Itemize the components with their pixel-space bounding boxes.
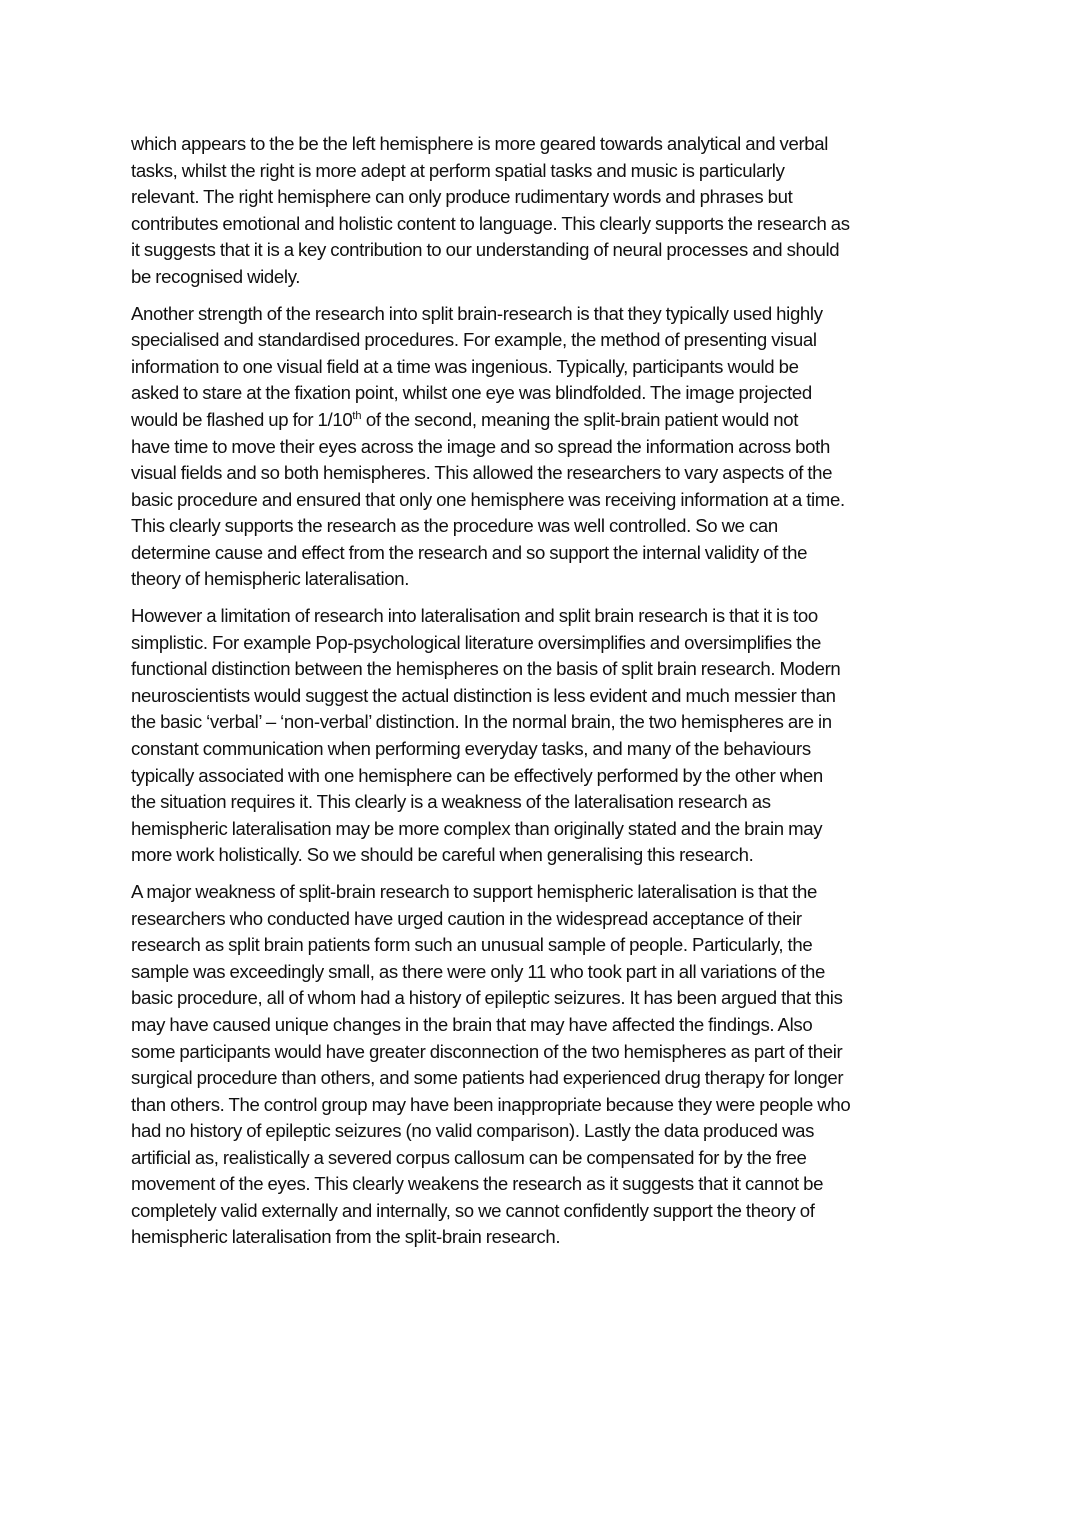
paragraph-lateralisation-functions bbox=[131, 131, 961, 290]
text-line: hemispheric lateralisation from the split-brain research. bbox=[131, 1226, 561, 1248]
text-line: theory of hemispheric lateralisation. bbox=[131, 568, 410, 590]
text-line: basic procedure and ensured that only one hemisphere was receiving information at a time. bbox=[131, 488, 845, 510]
text-line: asked to stare at the fixation point, whilst one eye was blindfolded. The image projected bbox=[131, 382, 812, 404]
text-line: neuroscientists would suggest the actual distinction is less evident and much messier than bbox=[131, 684, 836, 706]
text-line: tasks, whilst the right is more adept at perform spatial tasks and music is particularly bbox=[131, 159, 785, 181]
text-line-with-superscript bbox=[131, 407, 961, 434]
text-line: had no history of epileptic seizures (no valid comparison). Lastly the data produced was bbox=[131, 1120, 815, 1142]
text-line: movement of the eyes. This clearly weakens the research as it suggests that it cannot be bbox=[131, 1173, 824, 1195]
document-page bbox=[131, 131, 961, 1261]
text-line: it suggests that it is a key contribution to our understanding of neural processes and should bbox=[131, 239, 840, 261]
text-line: more work holistically. So we should be careful when generalising this research. bbox=[131, 844, 754, 866]
text-line: determine cause and effect from the research and so support the internal validity of the bbox=[131, 541, 808, 563]
text-line: researchers who conducted have urged caution in the widespread acceptance of their bbox=[131, 907, 802, 929]
text-fragment: would be flashed up for 1/10 bbox=[131, 408, 353, 430]
text-line: A major weakness of split-brain research to support hemispheric lateralisation is that the bbox=[131, 881, 817, 903]
text-line: basic procedure, all of whom had a history of epileptic seizures. It has been argued that this bbox=[131, 987, 843, 1009]
text-line: relevant. The right hemisphere can only produce rudimentary words and phrases but bbox=[131, 186, 793, 208]
text-line: This clearly supports the research as the procedure was well controlled. So we can bbox=[131, 515, 778, 537]
paragraph-strength-standardised-procedures bbox=[131, 301, 961, 593]
text-line: some participants would have greater disconnection of the two hemispheres as part of their bbox=[131, 1040, 843, 1062]
text-line: information to one visual field at a time was ingenious. Typically, participants would be bbox=[131, 355, 799, 377]
text-line: artificial as, realistically a severed corpus callosum can be compensated for by the free bbox=[131, 1146, 807, 1168]
paragraph-weakness-unusual-sample bbox=[131, 879, 961, 1251]
text-line: contributes emotional and holistic content to language. This clearly supports the research as bbox=[131, 212, 850, 234]
text-line: typically associated with one hemisphere can be effectively performed by the other when bbox=[131, 764, 823, 786]
text-line: which appears to the be the left hemisphere is more geared towards analytical and verbal bbox=[131, 133, 829, 154]
paragraph-limitation-too-simplistic bbox=[131, 603, 961, 868]
text-line: functional distinction between the hemispheres on the basis of split brain research. Modern bbox=[131, 658, 841, 680]
text-line: hemispheric lateralisation may be more complex than originally stated and the brain may bbox=[131, 817, 823, 839]
text-line: the situation requires it. This clearly is a weakness of the lateralisation research as bbox=[131, 791, 771, 813]
text-fragment: of the second, meaning the split-brain patient would not bbox=[361, 408, 799, 430]
text-line: be recognised widely. bbox=[131, 265, 301, 287]
text-line: simplistic. For example Pop-psychological literature oversimplifies and oversimplifies the bbox=[131, 631, 821, 653]
text-line: completely valid externally and internally, so we cannot confidently support the theory of bbox=[131, 1199, 815, 1221]
text-line: However a limitation of research into lateralisation and split brain research is that it is too bbox=[131, 605, 818, 627]
text-line: the basic ‘verbal’ – ‘non-verbal’ distinction. In the normal brain, the two hemispheres are in bbox=[131, 711, 832, 733]
text-line: constant communication when performing everyday tasks, and many of the behaviours bbox=[131, 738, 811, 760]
superscript-ordinal: th bbox=[352, 409, 362, 422]
text-line: than others. The control group may have been inappropriate because they were people who bbox=[131, 1093, 851, 1115]
text-line: sample was exceedingly small, as there were only 11 who took part in all variations of the bbox=[131, 960, 825, 982]
text-line: research as split brain patients form such an unusual sample of people. Particularly, the bbox=[131, 934, 813, 956]
text-line: have time to move their eyes across the image and so spread the information across both bbox=[131, 435, 830, 457]
text-line: may have caused unique changes in the brain that may have affected the findings. Also bbox=[131, 1014, 813, 1035]
text-line: Another strength of the research into split brain-research is that they typically used highly bbox=[131, 302, 823, 324]
text-line: specialised and standardised procedures. For example, the method of presenting visual bbox=[131, 329, 817, 351]
text-line: surgical procedure than others, and some patients had experienced drug therapy for longer bbox=[131, 1067, 844, 1089]
text-line: visual fields and so both hemispheres. This allowed the researchers to vary aspects of the bbox=[131, 462, 833, 484]
